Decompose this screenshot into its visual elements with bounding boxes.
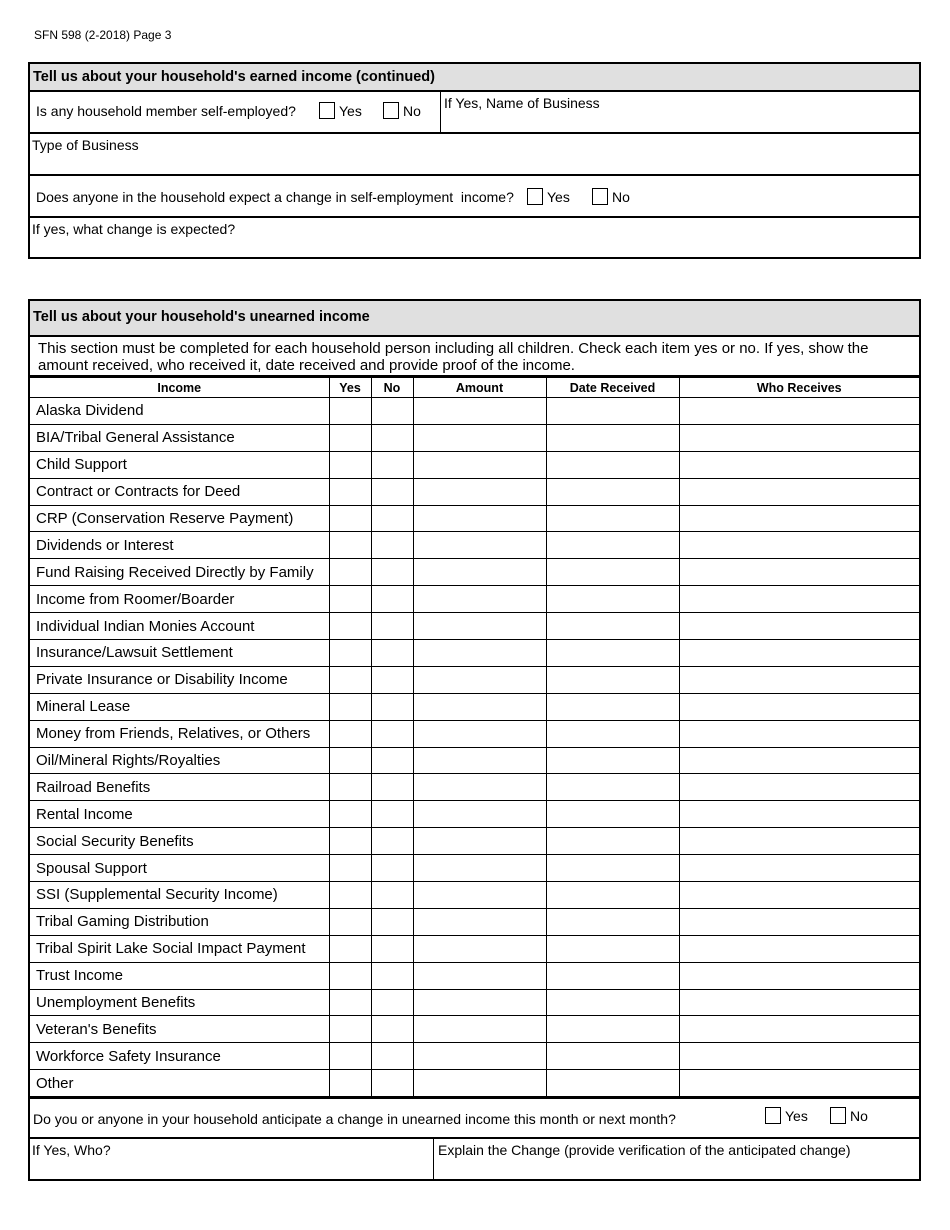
who-receives-cell[interactable] — [679, 989, 919, 1016]
income-type-label: Trust Income — [30, 962, 329, 989]
table-row — [30, 989, 919, 1016]
yes-cell[interactable] — [329, 720, 371, 747]
who-label: If Yes, Who? — [32, 1142, 111, 1159]
change-no-option[interactable] — [592, 188, 630, 205]
income-type-label: BIA/Tribal General Assistance — [30, 424, 329, 451]
amount-cell[interactable] — [413, 828, 546, 855]
who-receives-cell[interactable] — [679, 935, 919, 962]
yes-cell[interactable] — [329, 478, 371, 505]
who-receives-cell[interactable] — [679, 532, 919, 559]
no-cell[interactable] — [371, 1070, 413, 1097]
who-receives-cell[interactable] — [679, 424, 919, 451]
income-type-label: Spousal Support — [30, 855, 329, 882]
col-income-header: Income — [30, 378, 329, 398]
business-type-label: Type of Business — [32, 137, 139, 153]
date-received-cell[interactable] — [546, 505, 679, 532]
table-row — [30, 801, 919, 828]
no-cell[interactable] — [371, 532, 413, 559]
date-received-cell[interactable] — [546, 989, 679, 1016]
no-cell[interactable] — [371, 720, 413, 747]
income-type-label: Private Insurance or Disability Income — [30, 666, 329, 693]
unearned-income-section — [28, 299, 921, 1181]
no-cell[interactable] — [371, 586, 413, 613]
who-receives-cell[interactable] — [679, 666, 919, 693]
date-received-cell[interactable] — [546, 828, 679, 855]
yes-cell[interactable] — [329, 935, 371, 962]
amount-cell[interactable] — [413, 747, 546, 774]
unearned-income-table — [30, 377, 919, 1097]
yes-cell[interactable] — [329, 774, 371, 801]
amount-cell[interactable] — [413, 532, 546, 559]
date-received-cell[interactable] — [546, 720, 679, 747]
amount-cell[interactable] — [413, 989, 546, 1016]
income-type-label: Workforce Safety Insurance — [30, 1043, 329, 1070]
yes-cell[interactable] — [329, 855, 371, 882]
self-employed-no-checkbox[interactable] — [383, 102, 399, 119]
change-no-label: No — [612, 188, 630, 205]
who-receives-cell[interactable] — [679, 828, 919, 855]
who-receives-cell[interactable] — [679, 613, 919, 640]
who-receives-cell[interactable] — [679, 693, 919, 720]
table-row — [30, 1016, 919, 1043]
table-row — [30, 855, 919, 882]
no-cell[interactable] — [371, 559, 413, 586]
income-type-label: Rental Income — [30, 801, 329, 828]
no-cell[interactable] — [371, 962, 413, 989]
who-receives-cell[interactable] — [679, 1043, 919, 1070]
amount-cell[interactable] — [413, 1043, 546, 1070]
unearned-change-no-label: No — [850, 1107, 868, 1124]
who-receives-cell[interactable] — [679, 801, 919, 828]
table-row — [30, 882, 919, 909]
who-receives-cell[interactable] — [679, 586, 919, 613]
unearned-change-yes-option[interactable] — [765, 1107, 808, 1124]
form-page-header: SFN 598 (2-2018) Page 3 — [34, 28, 172, 42]
who-receives-cell[interactable] — [679, 478, 919, 505]
self-employed-yes-checkbox[interactable] — [319, 102, 335, 119]
self-employed-yes-label: Yes — [339, 102, 362, 119]
amount-cell[interactable] — [413, 1016, 546, 1043]
no-cell[interactable] — [371, 908, 413, 935]
no-cell[interactable] — [371, 505, 413, 532]
yes-cell[interactable] — [329, 398, 371, 425]
table-row — [30, 451, 919, 478]
self-employment-change-question: Does anyone in the household expect a change in self-employment income? — [36, 189, 514, 205]
yes-cell[interactable] — [329, 640, 371, 667]
income-type-label: Money from Friends, Relatives, or Others — [30, 720, 329, 747]
col-date-received-header: Date Received — [546, 378, 679, 398]
self-employed-row — [30, 92, 919, 134]
table-row — [30, 505, 919, 532]
table-row — [30, 398, 919, 425]
date-received-cell[interactable] — [546, 451, 679, 478]
yes-cell[interactable] — [329, 908, 371, 935]
who-field[interactable] — [30, 1139, 434, 1181]
date-received-cell[interactable] — [546, 774, 679, 801]
income-type-label: Veteran's Benefits — [30, 1016, 329, 1043]
amount-cell[interactable] — [413, 666, 546, 693]
income-type-label: Contract or Contracts for Deed — [30, 478, 329, 505]
income-type-label: Oil/Mineral Rights/Royalties — [30, 747, 329, 774]
amount-cell[interactable] — [413, 398, 546, 425]
who-receives-cell[interactable] — [679, 774, 919, 801]
who-receives-cell[interactable] — [679, 1016, 919, 1043]
date-received-cell[interactable] — [546, 532, 679, 559]
amount-cell[interactable] — [413, 882, 546, 909]
col-yes-header: Yes — [329, 378, 371, 398]
self-employment-change-row — [30, 176, 919, 218]
date-received-cell[interactable] — [546, 613, 679, 640]
date-received-cell[interactable] — [546, 882, 679, 909]
income-type-label: Mineral Lease — [30, 693, 329, 720]
table-row — [30, 613, 919, 640]
table-row — [30, 640, 919, 667]
yes-cell[interactable] — [329, 586, 371, 613]
unearned-followup-row — [30, 1139, 919, 1181]
earned-income-section — [28, 62, 921, 259]
table-row — [30, 586, 919, 613]
unearned-change-row — [30, 1097, 919, 1139]
date-received-cell[interactable] — [546, 855, 679, 882]
amount-cell[interactable] — [413, 962, 546, 989]
yes-cell[interactable] — [329, 532, 371, 559]
no-cell[interactable] — [371, 613, 413, 640]
yes-cell[interactable] — [329, 505, 371, 532]
yes-cell[interactable] — [329, 747, 371, 774]
table-row — [30, 1070, 919, 1097]
date-received-cell[interactable] — [546, 962, 679, 989]
table-row — [30, 424, 919, 451]
table-row — [30, 828, 919, 855]
no-cell[interactable] — [371, 398, 413, 425]
date-received-cell[interactable] — [546, 935, 679, 962]
table-row — [30, 774, 919, 801]
date-received-cell[interactable] — [546, 1070, 679, 1097]
income-type-label: Individual Indian Monies Account — [30, 613, 329, 640]
table-row — [30, 478, 919, 505]
table-header-row — [30, 378, 919, 398]
change-yes-checkbox[interactable] — [527, 188, 543, 205]
col-who-receives-header: Who Receives — [679, 378, 919, 398]
amount-cell[interactable] — [413, 801, 546, 828]
unearned-change-no-checkbox[interactable] — [830, 1107, 846, 1124]
amount-cell[interactable] — [413, 586, 546, 613]
yes-cell[interactable] — [329, 613, 371, 640]
yes-cell[interactable] — [329, 828, 371, 855]
income-type-label: SSI (Supplemental Security Income) — [30, 882, 329, 909]
date-received-cell[interactable] — [546, 693, 679, 720]
change-yes-label: Yes — [547, 188, 570, 205]
yes-cell[interactable] — [329, 989, 371, 1016]
amount-cell[interactable] — [413, 855, 546, 882]
no-cell[interactable] — [371, 774, 413, 801]
unearned-change-yes-checkbox[interactable] — [765, 1107, 781, 1124]
table-row — [30, 908, 919, 935]
who-receives-cell[interactable] — [679, 1070, 919, 1097]
income-type-label: Tribal Spirit Lake Social Impact Payment — [30, 935, 329, 962]
change-detail-field[interactable] — [30, 218, 919, 259]
amount-cell[interactable] — [413, 1070, 546, 1097]
date-received-cell[interactable] — [546, 398, 679, 425]
yes-cell[interactable] — [329, 451, 371, 478]
who-receives-cell[interactable] — [679, 398, 919, 425]
amount-cell[interactable] — [413, 908, 546, 935]
no-cell[interactable] — [371, 640, 413, 667]
change-yes-option[interactable] — [527, 188, 570, 205]
income-type-label: Other — [30, 1070, 329, 1097]
earned-income-title: Tell us about your household's earned income (continued) — [30, 64, 919, 92]
income-type-label: CRP (Conservation Reserve Payment) — [30, 505, 329, 532]
amount-cell[interactable] — [413, 451, 546, 478]
yes-cell[interactable] — [329, 693, 371, 720]
income-type-label: Unemployment Benefits — [30, 989, 329, 1016]
no-cell[interactable] — [371, 424, 413, 451]
date-received-cell[interactable] — [546, 666, 679, 693]
income-type-label: Income from Roomer/Boarder — [30, 586, 329, 613]
amount-cell[interactable] — [413, 640, 546, 667]
col-no-header: No — [371, 378, 413, 398]
income-type-label: Insurance/Lawsuit Settlement — [30, 640, 329, 667]
income-type-label: Alaska Dividend — [30, 398, 329, 425]
amount-cell[interactable] — [413, 478, 546, 505]
income-type-label: Social Security Benefits — [30, 828, 329, 855]
self-employed-no-option[interactable] — [383, 102, 421, 119]
no-cell[interactable] — [371, 451, 413, 478]
date-received-cell[interactable] — [546, 559, 679, 586]
income-type-label: Fund Raising Received Directly by Family — [30, 559, 329, 586]
no-cell[interactable] — [371, 478, 413, 505]
who-receives-cell[interactable] — [679, 962, 919, 989]
business-name-label: If Yes, Name of Business — [444, 95, 600, 111]
self-employed-yes-option[interactable] — [319, 102, 362, 119]
amount-cell[interactable] — [413, 774, 546, 801]
no-cell[interactable] — [371, 855, 413, 882]
date-received-cell[interactable] — [546, 747, 679, 774]
income-type-label: Dividends or Interest — [30, 532, 329, 559]
date-received-cell[interactable] — [546, 586, 679, 613]
business-type-field[interactable] — [30, 134, 919, 176]
who-receives-cell[interactable] — [679, 451, 919, 478]
table-row — [30, 693, 919, 720]
who-receives-cell[interactable] — [679, 855, 919, 882]
date-received-cell[interactable] — [546, 908, 679, 935]
who-receives-cell[interactable] — [679, 882, 919, 909]
table-row — [30, 935, 919, 962]
no-cell[interactable] — [371, 828, 413, 855]
explain-change-label: Explain the Change (provide verification of the anticipated change) — [438, 1142, 851, 1159]
col-amount-header: Amount — [413, 378, 546, 398]
amount-cell[interactable] — [413, 559, 546, 586]
unearned-change-no-option[interactable] — [830, 1107, 868, 1124]
amount-cell[interactable] — [413, 935, 546, 962]
no-cell[interactable] — [371, 693, 413, 720]
date-received-cell[interactable] — [546, 478, 679, 505]
income-type-label: Railroad Benefits — [30, 774, 329, 801]
amount-cell[interactable] — [413, 505, 546, 532]
table-row — [30, 559, 919, 586]
who-receives-cell[interactable] — [679, 747, 919, 774]
date-received-cell[interactable] — [546, 801, 679, 828]
table-row — [30, 532, 919, 559]
no-cell[interactable] — [371, 666, 413, 693]
table-row — [30, 747, 919, 774]
amount-cell[interactable] — [413, 720, 546, 747]
no-cell[interactable] — [371, 935, 413, 962]
yes-cell[interactable] — [329, 666, 371, 693]
table-row — [30, 666, 919, 693]
yes-cell[interactable] — [329, 801, 371, 828]
yes-cell[interactable] — [329, 1070, 371, 1097]
yes-cell[interactable] — [329, 1016, 371, 1043]
who-receives-cell[interactable] — [679, 505, 919, 532]
yes-cell[interactable] — [329, 424, 371, 451]
unearned-income-title: Tell us about your household's unearned income — [30, 301, 919, 337]
unearned-change-yes-label: Yes — [785, 1107, 808, 1124]
who-receives-cell[interactable] — [679, 720, 919, 747]
no-cell[interactable] — [371, 747, 413, 774]
explain-change-field[interactable] — [434, 1139, 919, 1181]
who-receives-cell[interactable] — [679, 559, 919, 586]
table-row — [30, 720, 919, 747]
yes-cell[interactable] — [329, 1043, 371, 1070]
yes-cell[interactable] — [329, 962, 371, 989]
no-cell[interactable] — [371, 801, 413, 828]
table-row — [30, 962, 919, 989]
income-type-label: Tribal Gaming Distribution — [30, 908, 329, 935]
amount-cell[interactable] — [413, 693, 546, 720]
yes-cell[interactable] — [329, 559, 371, 586]
income-type-label: Child Support — [30, 451, 329, 478]
no-cell[interactable] — [371, 882, 413, 909]
unearned-change-question: Do you or anyone in your household anticipate a change in unearned income this month or next month? — [33, 1111, 676, 1128]
no-cell[interactable] — [371, 1016, 413, 1043]
change-detail-label: If yes, what change is expected? — [32, 221, 236, 237]
date-received-cell[interactable] — [546, 1016, 679, 1043]
date-received-cell[interactable] — [546, 424, 679, 451]
yes-cell[interactable] — [329, 882, 371, 909]
self-employed-no-label: No — [403, 102, 421, 119]
amount-cell[interactable] — [413, 424, 546, 451]
unearned-instructions: This section must be completed for each household person including all children. Check each item yes or no. If yes, show the amount received, who received it, date received and provide proof of the income. — [30, 337, 919, 377]
date-received-cell[interactable] — [546, 1043, 679, 1070]
self-employed-question: Is any household member self-employed? — [36, 103, 296, 119]
change-no-checkbox[interactable] — [592, 188, 608, 205]
no-cell[interactable] — [371, 989, 413, 1016]
amount-cell[interactable] — [413, 613, 546, 640]
business-name-field[interactable] — [440, 92, 919, 132]
who-receives-cell[interactable] — [679, 640, 919, 667]
who-receives-cell[interactable] — [679, 908, 919, 935]
no-cell[interactable] — [371, 1043, 413, 1070]
date-received-cell[interactable] — [546, 640, 679, 667]
table-row — [30, 1043, 919, 1070]
